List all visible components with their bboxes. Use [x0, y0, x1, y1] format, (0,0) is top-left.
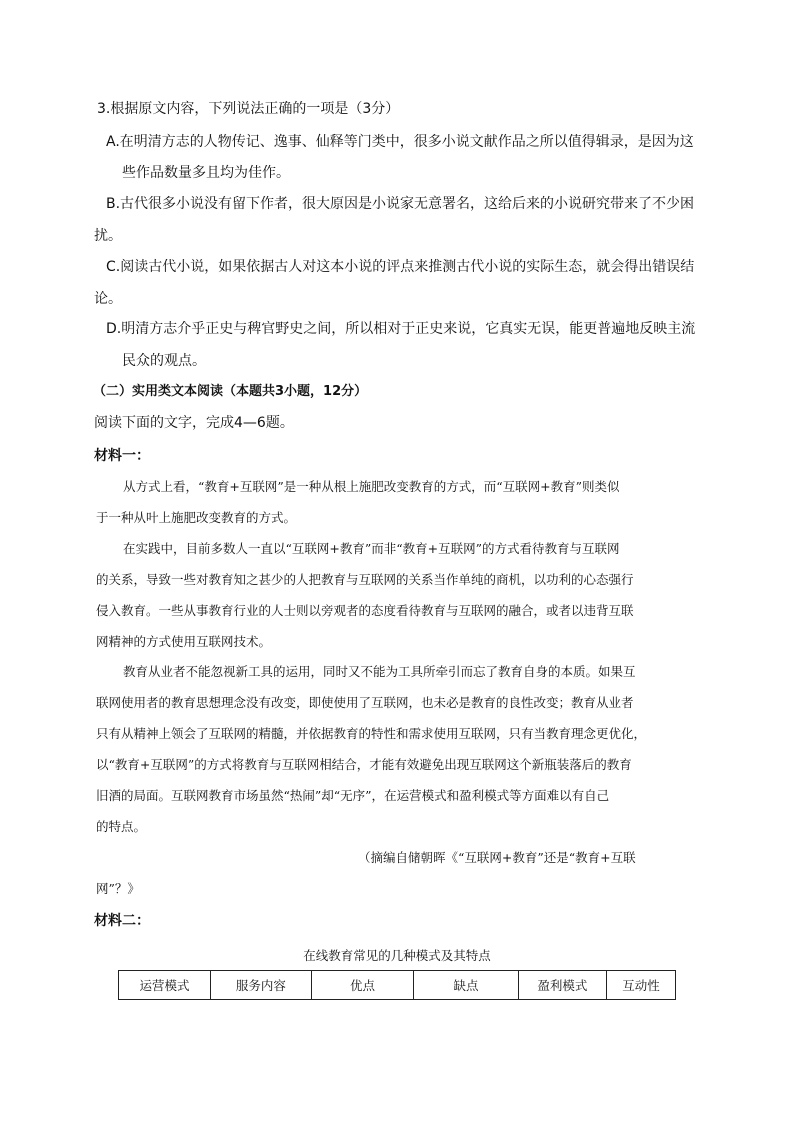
- material-1-p2-line-1: 在实践中，目前多数人一直以“互联网+教育”而非“教育+互联网”的方式看待教育与互联网: [123, 541, 620, 556]
- table-caption: 在线教育常见的几种模式及其特点: [303, 948, 491, 963]
- header-operating-mode: 运营模式: [119, 971, 211, 1000]
- online-education-modes-table: [118, 970, 676, 1000]
- option-a-line-2: 些作品数量多且均为佳作。: [122, 165, 290, 181]
- material-1-p3-line-4: 以“教育+互联网”的方式将教育与互联网相结合，才能有效避免出现互联网这个新瓶装落后的教育: [96, 757, 632, 772]
- option-d-line-1: D.明清方志介乎正史与稗官野史之间，所以相对于正史来说，它真实无误，能更普遍地反映主流: [106, 321, 696, 337]
- header-disadvantages: 缺点: [414, 971, 518, 1000]
- material-2-label: 材料二：: [94, 913, 150, 929]
- material-1-p1-line-2: 于一种从叶上施肥改变教育的方式。: [96, 510, 297, 525]
- material-1-source-line-2: 网”？》: [96, 881, 140, 896]
- header-service-content: 服务内容: [210, 971, 311, 1000]
- material-1-p2-line-3: 侵入教育。一些从事教育行业的人士则以旁观者的态度看待教育与互联网的融合，或者以违背互联: [96, 603, 634, 618]
- header-interactivity: 互动性: [607, 971, 676, 1000]
- section-instruction: 阅读下面的文字，完成4—6题。: [94, 415, 294, 431]
- table-header-row: [119, 971, 676, 1000]
- option-c-line-1: C.阅读古代小说，如果依据古人对这本小说的评点来推测古代小说的实际生态，就会得出错误结: [106, 259, 695, 275]
- section-heading: （二）实用类文本阅读（本题共3小题，12分）: [93, 384, 368, 399]
- material-1-p3-line-3: 只有从精神上领会了互联网的精髓，并依据教育的特性和需求使用互联网，只有当教育理念更优化，: [96, 726, 647, 741]
- material-1-p3-line-2: 联网使用者的教育思想理念没有改变，即使使用了互联网，也未必是教育的良性改变；教育从业者: [96, 695, 634, 710]
- material-1-p2-line-2: 的关系，导致一些对教育知之甚少的人把教育与互联网的关系当作单纯的商机，以功利的心态强行: [96, 572, 634, 587]
- material-1-source-line-1: （摘编自储朝晖《“互联网+教育”还是“教育+互联: [358, 850, 636, 865]
- material-1-p3-line-5: 旧酒的局面。互联网教育市场虽然“热闹”却“无序”，在运营模式和盈利模式等方面难以有自己: [96, 788, 610, 803]
- option-d-line-2: 民众的观点。: [122, 353, 206, 369]
- header-profit-mode: 盈利模式: [518, 971, 606, 1000]
- material-1-label: 材料一：: [94, 448, 150, 464]
- question-3-stem: 3.根据原文内容，下列说法正确的一项是（3分）: [97, 101, 400, 117]
- material-1-p3-line-1: 教育从业者不能忽视新工具的运用，同时又不能为工具所牵引而忘了教育自身的本质。如果互: [123, 664, 636, 679]
- option-b-line-2: 扰。: [94, 228, 122, 244]
- material-1-p3-line-6: 的特点。: [96, 819, 147, 834]
- option-a-line-1: A.在明清方志的人物传记、逸事、仙释等门类中，很多小说文献作品之所以值得辑录，是因为这: [106, 134, 694, 150]
- material-1-p2-line-4: 网精神的方式使用互联网技术。: [96, 634, 272, 649]
- material-1-p1-line-1: 从方式上看，“教育+互联网”是一种从根上施肥改变教育的方式，而“互联网+教育”则类似: [123, 479, 620, 494]
- option-b-line-1: B.古代很多小说没有留下作者，很大原因是小说家无意署名，这给后来的小说研究带来了不少困: [106, 196, 695, 212]
- header-advantages: 优点: [311, 971, 414, 1000]
- option-c-line-2: 论。: [94, 291, 122, 307]
